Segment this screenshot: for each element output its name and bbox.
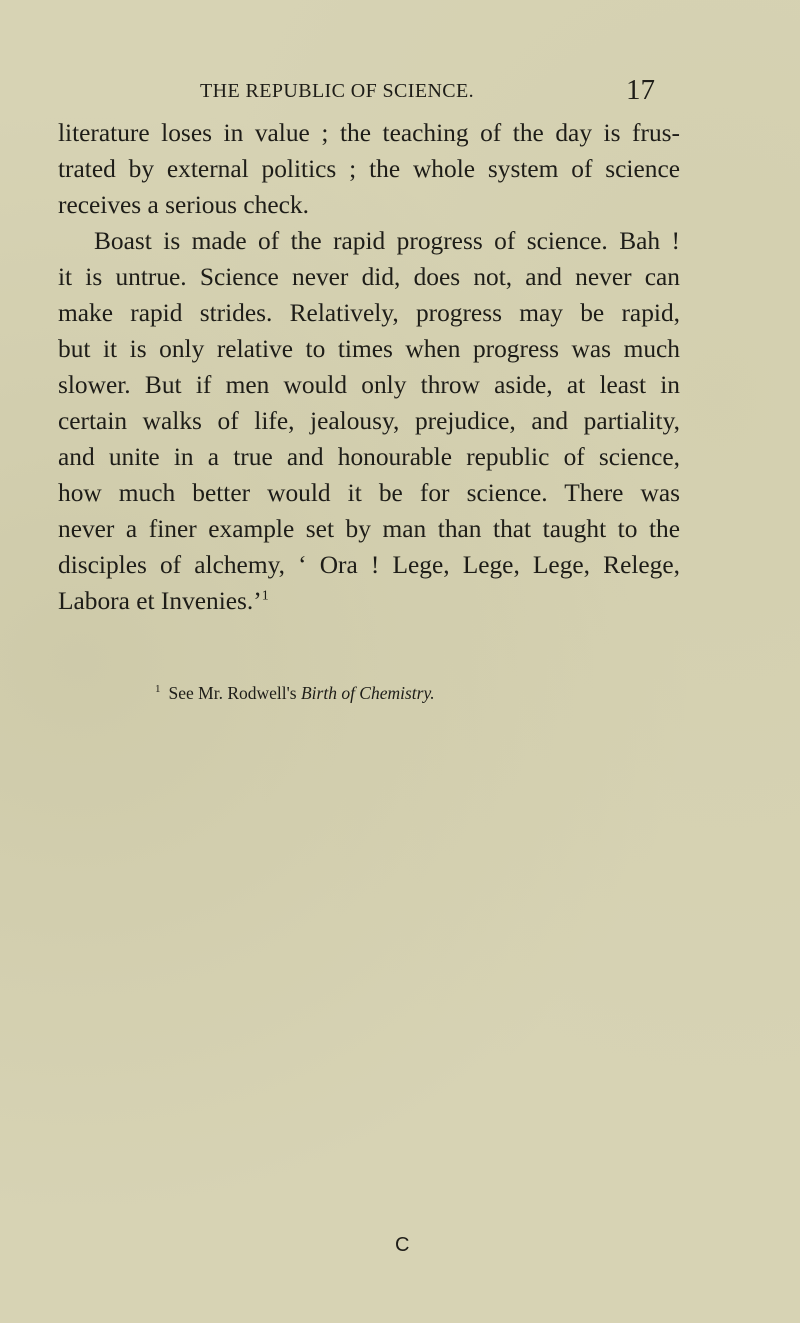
body-text bbox=[58, 115, 680, 619]
running-head bbox=[200, 76, 655, 110]
text-line-final bbox=[58, 583, 680, 619]
text-line: slower. But if men would only throw aside, at least in bbox=[58, 371, 680, 399]
text-line: make rapid strides. Relatively, progress may be rapid, bbox=[58, 299, 680, 327]
text-line: Boast is made of the rapid progress of science. Bah ! bbox=[94, 227, 680, 255]
text-line: literature loses in value ; the teaching of the day is frus- bbox=[58, 119, 680, 147]
text-line: trated by external politics ; the whole system of science bbox=[58, 155, 680, 183]
footnote bbox=[155, 683, 435, 704]
running-title: THE REPUBLIC OF SCIENCE. bbox=[200, 80, 475, 102]
signature-mark: C bbox=[395, 1234, 410, 1256]
text-line: and unite in a true and honourable republic of science, bbox=[58, 443, 680, 471]
footnote-reference: 1 bbox=[261, 588, 269, 604]
footnote-mark: 1 bbox=[155, 683, 161, 696]
text-line: it is untrue. Science never did, does not, and never can bbox=[58, 263, 680, 291]
footnote-text: See Mr. Rodwell's bbox=[168, 683, 297, 703]
text-line: certain walks of life, jealousy, prejudice, and partiality, bbox=[58, 407, 680, 435]
text-line: but it is only relative to times when progress was much bbox=[58, 335, 680, 363]
text-line: never a finer example set by man than that taught to the bbox=[58, 515, 680, 543]
page-number: 17 bbox=[626, 74, 655, 106]
text-line: disciples of alchemy, ‘ Ora ! Lege, Lege, Lege, Relege, bbox=[58, 551, 680, 579]
text-line: how much better would it be for science. There was bbox=[58, 479, 680, 507]
text-line: receives a serious check. bbox=[58, 191, 309, 219]
text-line-content: Labora et Invenies.’ bbox=[58, 587, 262, 615]
footnote-book-title: Birth of Chemistry. bbox=[300, 683, 435, 703]
